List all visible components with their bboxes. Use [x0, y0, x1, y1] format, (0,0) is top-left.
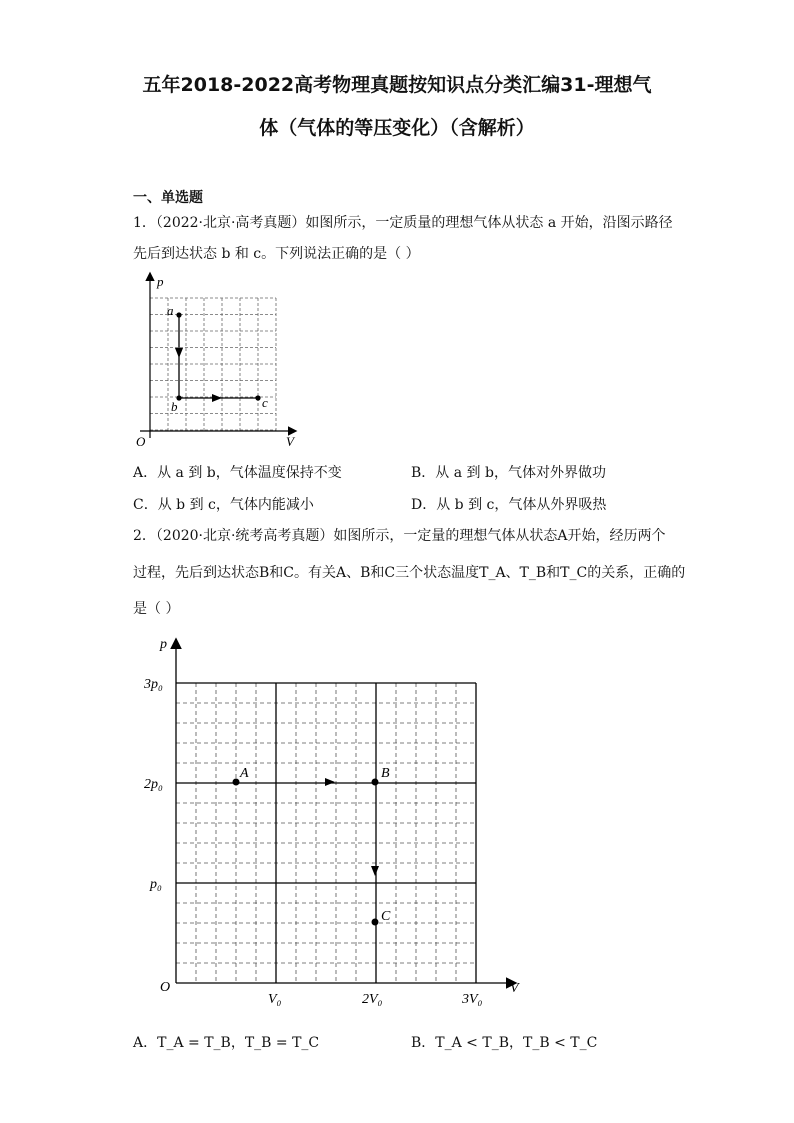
q2-xtick-2v0: 2V₀ — [362, 992, 383, 1007]
q1-stem-line2: 先后到达状态 b 和 c。下列说法正确的是（ ） — [133, 246, 420, 262]
q2-option-b[interactable]: B．T_A < T_B，T_B < T_C — [411, 1035, 598, 1051]
q2-label-v: V — [510, 981, 519, 996]
q1-label-o: O — [136, 434, 146, 449]
q2-label-b: B — [381, 766, 390, 781]
q2-arrow-down — [371, 866, 379, 876]
q2-label-c: C — [381, 909, 391, 924]
q1-point-a — [176, 312, 181, 317]
q2-arrow-right — [325, 778, 335, 786]
q2-ytick-2p0: 2p₀ — [144, 777, 163, 792]
q1-label-a: a — [167, 303, 174, 318]
q1-option-a[interactable]: A．从 a 到 b，气体温度保持不变 — [133, 465, 342, 481]
doc-title-line2: 体（气体的等压变化）（含解析） — [259, 117, 535, 139]
q1-label-v: V — [286, 434, 294, 449]
q1-label-c: c — [262, 395, 268, 410]
q2-label-p: p — [160, 637, 167, 652]
q2-xtick-3v0: 3V₀ — [462, 992, 483, 1007]
q2-stem-line2: 过程，先后到达状态B和C。有关A、B和C三个状态温度T_A、T_B和T_C的关系，正确的 — [133, 565, 686, 581]
section-heading: 一、单选题 — [133, 190, 203, 206]
q1-option-b[interactable]: B．从 a 到 b，气体对外界做功 — [411, 465, 606, 481]
q2-stem-line3: 是（ ） — [133, 601, 180, 617]
q1-label-b: b — [171, 399, 178, 414]
q1-figure — [130, 268, 320, 453]
q2-label-o: O — [160, 980, 171, 995]
q2-point-b — [372, 779, 379, 786]
q2-ytick-p0: p₀ — [150, 877, 162, 892]
q1-option-d[interactable]: D．从 b 到 c，气体从外界吸热 — [411, 497, 607, 513]
q1-option-c[interactable]: C．从 b 到 c，气体内能减小 — [133, 497, 314, 513]
q2-figure — [140, 630, 540, 1010]
q2-point-a — [233, 779, 240, 786]
q2-label-a: A — [240, 766, 249, 781]
q1-arrow-right — [212, 394, 222, 402]
q1-label-p: p — [157, 274, 164, 289]
q1-point-c — [255, 395, 260, 400]
q1-arrow-down — [175, 348, 183, 358]
q2-option-a[interactable]: A．T_A = T_B，T_B = T_C — [133, 1035, 320, 1051]
q2-point-c — [372, 919, 379, 926]
q2-ytick-3p0: 3p₀ — [144, 677, 163, 692]
q2-stem-line1: 2．（2020·北京·统考高考真题）如图所示，一定量的理想气体从状态A开始，经历两个 — [133, 528, 666, 544]
doc-title-line1: 五年2018-2022高考物理真题按知识点分类汇编31-理想气 — [142, 74, 652, 96]
q2-xtick-v0: V₀ — [268, 992, 282, 1007]
q1-stem-line1: 1．（2022·北京·高考真题）如图所示，一定质量的理想气体从状态 a 开始，沿图示路径 — [133, 215, 673, 231]
